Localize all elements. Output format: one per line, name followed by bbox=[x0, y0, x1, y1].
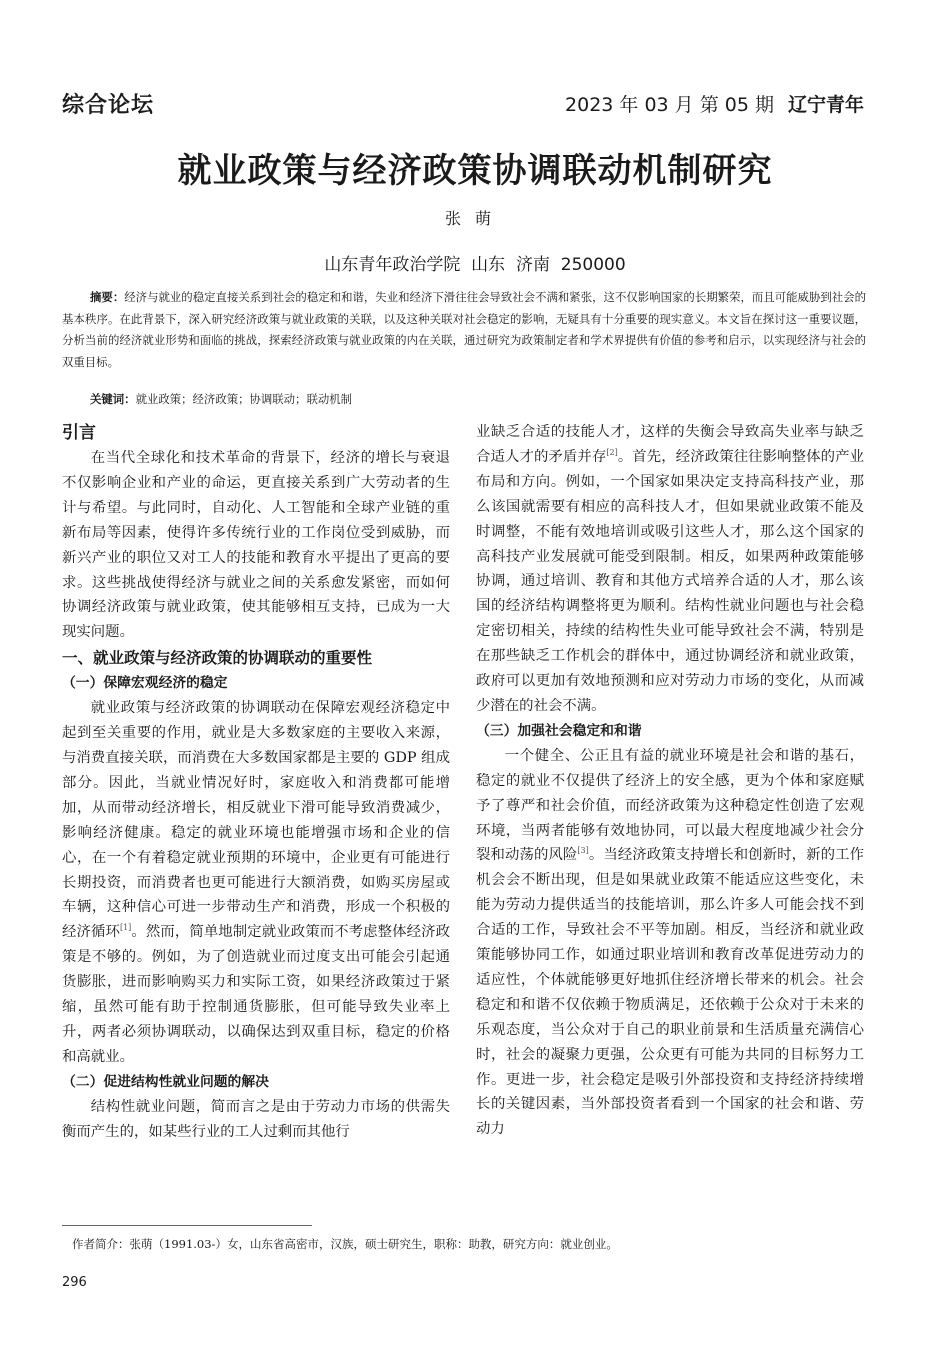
footnote-rule bbox=[62, 1225, 312, 1226]
abstract-label: 摘要： bbox=[90, 290, 125, 304]
section-heading-1: 一、就业政策与经济政策的协调联动的重要性 bbox=[62, 649, 373, 668]
paragraph-text: 业缺乏合适的技能人才，这样的失衡会导致高失业率与缺乏合适人才的矛盾并存 bbox=[476, 424, 864, 465]
paragraph-social-stability bbox=[476, 744, 864, 1143]
journal-name: 辽宁青年 bbox=[787, 94, 864, 116]
paragraph-structural-start: 结构性就业问题，简而言之是由于劳动力市场的供需失衡而产生的，如某些行业的工人过剩而其他行 bbox=[62, 1098, 450, 1140]
citation-3[interactable]: [3] bbox=[577, 846, 589, 856]
paragraph-text: 。首先，经济政策往往影响整体的产业布局和方向。例如，一个国家如果决定支持高科技产业，那么该国就需要有相应的高科技人才，但如果就业政策不能及时调整，不能有效地培训或吸引这些人才，那么这个国家的高科技产业发展就可能受到限制。相反，如果两种政策能够协调，通过培训、教育和其他方式培养合适的人才，那么该国的经济结构调整将更为顺利。结构性就业问题也与社会稳定密切相关，持续的结构性失业可能导致社会不满，特别是在那些缺乏工作机会的群体中，通过协调经济和就业政策，政府可以更加有效地预测和应对劳动力市场的变化，从而减少潜在的社会不满。 bbox=[476, 448, 864, 714]
section-label: 综合论坛 bbox=[62, 93, 155, 118]
intro-paragraph: 在当代全球化和技术革命的背景下，经济的增长与衰退不仅影响企业和产业的命运，更直接关系到广大劳动者的生计与希望。与此同时，自动化、人工智能和全球产业链的重新布局等因素，使得许多传统行业的工作岗位受到威胁，而新兴产业的职位又对工人的技能和教育水平提出了更高的要求。这些挑战使得经济与就业之间的关系愈发紧密，而如何协调经济政策与就业政策，使其能够相互支持，已成为一大现实问题。 bbox=[62, 450, 450, 641]
citation-1[interactable]: [1] bbox=[119, 923, 132, 933]
subsection-heading-2: （二）促进结构性就业问题的解决 bbox=[62, 1073, 269, 1090]
paragraph-macro-stability bbox=[62, 696, 450, 1070]
left-column bbox=[62, 420, 450, 1144]
keywords bbox=[62, 389, 866, 411]
paragraph-text: 。当经济政策支持增长和创新时，新的工作机会会不断出现，但是如果就业政策不能适应这些变化，未能为劳动力提供适当的技能培训，那么许多人可能会找不到合适的工作，导致社会不平等加剧。相反，当经济和就业政策能够协同工作，如通过职业培训和教育改革促进劳动力的适应性，个体就能够更好地抓住经济增长带来的机会。社会稳定和和谐不仅依赖于物质满足，还依赖于公众对于未来的乐观态度，当公众对于自己的职业前景和生活质量充满信心时，社会的凝聚力更强，公众更有可能为共同的目标努力工作。更进一步，社会稳定是吸引外部投资和支持经济持续增长的关键因素，当外部投资者看到一个国家的社会和谐、劳动力 bbox=[476, 847, 864, 1138]
page-number: 296 bbox=[62, 1275, 87, 1290]
right-column bbox=[476, 420, 864, 1142]
subsection-heading-3: （三）加强社会稳定和和谐 bbox=[476, 722, 642, 739]
paragraph-text: 一个健全、公正且有益的就业环境是社会和谐的基石，稳定的就业不仅提供了经济上的安全感，更为个体和家庭赋予了尊严和社会价值，而经济政策为这种稳定性创造了宏观环境，当两者能够有效地协同，可以最大程度地减少社会分裂和动荡的风险 bbox=[476, 747, 864, 864]
citation-2[interactable]: [2] bbox=[606, 448, 618, 458]
subsection-heading-1: （一）保障宏观经济的稳定 bbox=[62, 675, 228, 692]
issue-date: 2023 年 03 月 第 05 期 bbox=[565, 94, 774, 116]
author-affiliation: 山东青年政治学院 山东 济南 250000 bbox=[324, 255, 626, 275]
author-footnote: 作者简介：张萌（1991.03-）女，山东省高密市，汉族，硕士研究生，职称：助教，研究方向：就业创业。 bbox=[72, 1237, 618, 1251]
intro-heading: 引言 bbox=[62, 423, 96, 443]
keywords-label: 关键词： bbox=[90, 392, 136, 406]
abstract bbox=[62, 287, 866, 373]
keywords-text: 就业政策；经济政策；协调联动；联动机制 bbox=[135, 392, 353, 406]
paragraph-text: 。然而，简单地制定就业政策而不考虑整体经济政策是不够的。例如，为了创造就业而过度支出可能会引起通货膨胀，进而影响购买力和实际工资，如果经济政策过于紧缩，虽然可能有助于控制通货膨胀，但可能导致失业率上升，两者必须协调联动，以确保达到双重目标，稳定的价格和高就业。 bbox=[62, 924, 450, 1065]
author-name: 张萌 bbox=[444, 209, 505, 228]
paper-title: 就业政策与经济政策协调联动机制研究 bbox=[177, 151, 773, 191]
journal-header bbox=[565, 90, 864, 117]
abstract-text: 经济与就业的稳定直接关系到社会的稳定和和谐，失业和经济下滑往往会导致社会不满和紧张，这不仅影响国家的长期繁荣，而且可能威胁到社会的基本秩序。在此背景下，深入研究经济政策与就业政策的关联，以及这种关联对社会稳定的影响，无疑具有十分重要的现实意义。本文旨在探讨这一重要议题，分析当前的经济就业形势和面临的挑战，探索经济政策与就业政策的内在关联，通过研究为政策制定者和学术界提供有价值的参考和启示，以实现经济与社会的双重目标。 bbox=[62, 290, 866, 369]
paragraph-text: 就业政策与经济政策的协调联动在保障宏观经济稳定中起到至关重要的作用，就业是大多数家庭的主要收入来源，与消费直接关联，而消费在大多数国家都是主要的 GDP 组成部分。因此，当就业情况好时，家庭收入和消费都可能增加，从而带动经济增长，相反就业下滑可能导致消费减少，影响经济健康。稳定的就业环境也能增强市场和企业的信心，在一个有着稳定就业预期的环境中，企业更有可能进行长期投资，而消费者也更可能进行大额消费，如购买房屋或车辆，这种信心可进一步带动生产和消费，形成一个积极的经济循环 bbox=[62, 700, 450, 941]
paragraph-structural-cont bbox=[476, 420, 864, 719]
